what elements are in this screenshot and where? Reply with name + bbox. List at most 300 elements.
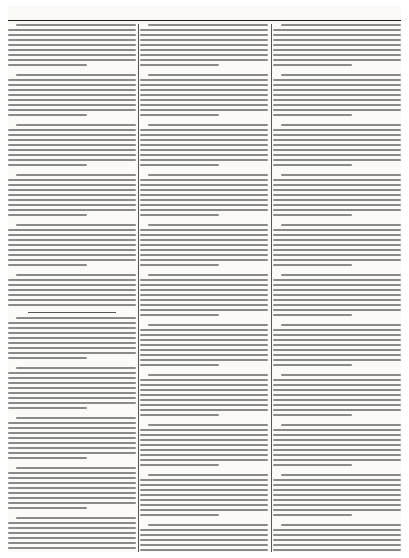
text-line: [140, 354, 268, 356]
text-line: [8, 184, 136, 186]
text-line: [273, 409, 401, 411]
text-line: [140, 184, 268, 186]
text-line: [273, 39, 401, 41]
text-line: [8, 452, 136, 454]
text-line: [148, 424, 268, 426]
text-line: [8, 264, 87, 266]
text-line: [140, 304, 268, 306]
text-line: [140, 279, 268, 281]
text-line: [16, 224, 136, 226]
text-line: [140, 489, 268, 491]
text-line: [8, 134, 136, 136]
text-line: [140, 549, 268, 551]
text-line: [140, 264, 219, 266]
text-line: [8, 472, 136, 474]
text-line: [140, 144, 268, 146]
text-line: [273, 259, 401, 261]
text-line: [281, 524, 401, 526]
text-line: [273, 549, 401, 551]
text-line: [8, 194, 136, 196]
text-line: [140, 214, 219, 216]
text-line: [140, 239, 268, 241]
text-line: [16, 317, 136, 319]
text-line: [273, 199, 401, 201]
text-line: [140, 539, 268, 541]
text-line: [273, 439, 401, 441]
text-line: [8, 482, 136, 484]
text-line: [8, 229, 136, 231]
text-line: [140, 79, 268, 81]
text-line: [8, 149, 136, 151]
text-line: [140, 314, 219, 316]
text-line: [273, 384, 401, 386]
text-line: [8, 289, 136, 291]
text-line: [8, 29, 136, 31]
text-line: [140, 484, 268, 486]
text-line: [140, 89, 268, 91]
text-line: [8, 502, 136, 504]
text-line: [8, 492, 136, 494]
text-line: [8, 199, 136, 201]
text-line: [8, 209, 136, 211]
text-line: [8, 422, 136, 424]
text-line: [148, 24, 268, 26]
text-line: [140, 59, 268, 61]
text-line: [140, 49, 268, 51]
text-line: [140, 244, 268, 246]
text-line: [273, 244, 401, 246]
text-line: [8, 437, 136, 439]
text-line: [273, 389, 401, 391]
text-line: [16, 417, 136, 419]
text-line: [273, 434, 401, 436]
text-line: [273, 184, 401, 186]
text-line: [8, 372, 136, 374]
text-line: [8, 407, 87, 409]
column-middle: [140, 24, 268, 552]
text-line: [140, 154, 268, 156]
text-line: [140, 499, 268, 501]
text-line: [8, 392, 136, 394]
text-line: [140, 444, 268, 446]
text-line: [8, 432, 136, 434]
text-line: [140, 334, 268, 336]
text-line: [273, 164, 352, 166]
text-line: [16, 24, 136, 26]
text-line: [8, 244, 136, 246]
text-line: [8, 294, 136, 296]
text-line: [16, 124, 136, 126]
text-line: [140, 364, 219, 366]
text-line: [8, 59, 136, 61]
text-line: [273, 79, 401, 81]
text-line: [8, 382, 136, 384]
text-line: [140, 299, 268, 301]
text-line: [273, 314, 352, 316]
body-text-right: [273, 24, 401, 552]
text-line: [281, 74, 401, 76]
text-line: [273, 129, 401, 131]
text-line: [140, 134, 268, 136]
text-line: [8, 337, 136, 339]
column-right: [273, 24, 401, 552]
text-line: [8, 94, 136, 96]
text-line: [140, 289, 268, 291]
text-line: [273, 44, 401, 46]
text-line: [8, 64, 87, 66]
text-line: [273, 179, 401, 181]
text-line: [140, 99, 268, 101]
text-line: [273, 414, 352, 416]
text-line: [140, 309, 268, 311]
text-line: [8, 457, 87, 459]
text-line: [281, 124, 401, 126]
text-line: [16, 74, 136, 76]
text-line: [8, 129, 136, 131]
text-line: [8, 99, 136, 101]
text-line: [140, 449, 268, 451]
text-line: [8, 327, 136, 329]
headline-separator: [28, 312, 116, 313]
text-line: [8, 204, 136, 206]
text-line: [273, 34, 401, 36]
text-line: [140, 284, 268, 286]
text-line: [8, 159, 136, 161]
text-line: [273, 49, 401, 51]
text-line: [273, 289, 401, 291]
text-line: [140, 344, 268, 346]
text-line: [8, 377, 136, 379]
text-line: [16, 467, 136, 469]
text-line: [273, 459, 401, 461]
text-line: [8, 352, 136, 354]
text-line: [140, 429, 268, 431]
text-line: [273, 189, 401, 191]
text-line: [16, 174, 136, 176]
text-line: [8, 89, 136, 91]
text-line: [281, 374, 401, 376]
text-line: [8, 54, 136, 56]
text-line: [140, 379, 268, 381]
text-line: [148, 374, 268, 376]
text-line: [273, 539, 401, 541]
text-line: [8, 79, 136, 81]
text-line: [8, 487, 136, 489]
column-left: [8, 24, 136, 552]
text-line: [273, 504, 401, 506]
text-line: [140, 34, 268, 36]
text-line: [140, 404, 268, 406]
text-line: [140, 129, 268, 131]
text-line: [273, 364, 352, 366]
text-line: [8, 507, 87, 509]
text-line: [273, 494, 401, 496]
text-line: [8, 179, 136, 181]
text-line: [273, 449, 401, 451]
text-line: [273, 304, 401, 306]
text-line: [140, 464, 219, 466]
text-line: [140, 454, 268, 456]
text-line: [140, 359, 268, 361]
text-line: [8, 497, 136, 499]
text-line: [273, 264, 352, 266]
text-line: [273, 114, 352, 116]
text-line: [273, 64, 352, 66]
text-line: [140, 384, 268, 386]
text-line: [273, 134, 401, 136]
text-line: [273, 89, 401, 91]
text-line: [8, 239, 136, 241]
text-line: [8, 279, 136, 281]
text-line: [273, 99, 401, 101]
page-header: [8, 6, 401, 21]
text-line: [273, 29, 401, 31]
text-line: [273, 239, 401, 241]
text-line: [273, 84, 401, 86]
text-line: [16, 274, 136, 276]
text-line: [140, 349, 268, 351]
text-line: [140, 329, 268, 331]
text-line: [273, 354, 401, 356]
text-line: [8, 214, 87, 216]
text-line: [140, 544, 268, 546]
text-line: [140, 389, 268, 391]
column-rule: [138, 24, 139, 552]
text-line: [140, 179, 268, 181]
text-line: [140, 399, 268, 401]
text-line: [273, 379, 401, 381]
text-line: [140, 149, 268, 151]
text-line: [273, 144, 401, 146]
text-line: [140, 414, 219, 416]
text-line: [273, 534, 401, 536]
text-line: [148, 224, 268, 226]
text-line: [140, 249, 268, 251]
text-line: [140, 479, 268, 481]
text-line: [273, 529, 401, 531]
text-line: [273, 299, 401, 301]
text-line: [140, 209, 268, 211]
text-line: [140, 164, 219, 166]
text-line: [8, 139, 136, 141]
text-line: [140, 94, 268, 96]
text-line: [140, 339, 268, 341]
text-line: [8, 234, 136, 236]
text-line: [140, 54, 268, 56]
text-line: [8, 542, 136, 544]
text-line: [140, 459, 268, 461]
text-line: [140, 199, 268, 201]
text-line: [281, 424, 401, 426]
text-line: [140, 409, 268, 411]
text-line: [8, 44, 136, 46]
text-line: [8, 387, 136, 389]
text-line: [8, 397, 136, 399]
text-line: [281, 24, 401, 26]
text-line: [8, 154, 136, 156]
text-line: [140, 259, 268, 261]
text-line: [140, 84, 268, 86]
text-line: [273, 339, 401, 341]
text-line: [8, 532, 136, 534]
text-line: [140, 534, 268, 536]
text-line: [140, 254, 268, 256]
text-line: [273, 234, 401, 236]
text-line: [8, 284, 136, 286]
text-line: [273, 404, 401, 406]
text-line: [8, 322, 136, 324]
text-line: [281, 224, 401, 226]
text-line: [273, 54, 401, 56]
text-line: [8, 189, 136, 191]
text-line: [281, 474, 401, 476]
text-line: [273, 109, 401, 111]
text-line: [140, 529, 268, 531]
text-line: [273, 484, 401, 486]
text-line: [8, 39, 136, 41]
text-line: [140, 394, 268, 396]
text-line: [273, 349, 401, 351]
text-line: [273, 204, 401, 206]
text-line: [273, 139, 401, 141]
text-line: [273, 94, 401, 96]
text-line: [273, 294, 401, 296]
text-line: [140, 114, 219, 116]
text-line: [273, 149, 401, 151]
text-line: [140, 194, 268, 196]
text-line: [8, 402, 136, 404]
text-line: [8, 477, 136, 479]
text-line: [273, 104, 401, 106]
text-line: [140, 44, 268, 46]
text-line: [140, 159, 268, 161]
text-line: [140, 204, 268, 206]
text-line: [8, 84, 136, 86]
text-line: [140, 294, 268, 296]
text-line: [140, 29, 268, 31]
text-line: [140, 494, 268, 496]
text-line: [140, 64, 219, 66]
text-line: [8, 144, 136, 146]
text-line: [273, 394, 401, 396]
text-line: [273, 329, 401, 331]
text-line: [8, 299, 136, 301]
text-line: [148, 274, 268, 276]
text-line: [273, 284, 401, 286]
body-text-middle: [140, 24, 268, 552]
text-line: [273, 344, 401, 346]
text-line: [273, 214, 352, 216]
text-line: [148, 324, 268, 326]
text-line: [273, 254, 401, 256]
text-line: [8, 114, 87, 116]
text-line: [140, 229, 268, 231]
text-line: [8, 49, 136, 51]
text-line: [273, 159, 401, 161]
text-line: [273, 399, 401, 401]
text-line: [8, 332, 136, 334]
text-line: [281, 324, 401, 326]
text-line: [140, 109, 268, 111]
text-line: [273, 279, 401, 281]
text-line: [273, 454, 401, 456]
text-line: [140, 439, 268, 441]
text-line: [8, 164, 87, 166]
text-line: [8, 34, 136, 36]
text-line: [140, 234, 268, 236]
text-line: [8, 347, 136, 349]
text-line: [8, 427, 136, 429]
text-line: [8, 249, 136, 251]
text-line: [140, 434, 268, 436]
newspaper-page: [8, 6, 401, 552]
text-line: [148, 174, 268, 176]
text-line: [140, 514, 219, 516]
text-line: [8, 442, 136, 444]
text-line: [273, 479, 401, 481]
text-line: [273, 444, 401, 446]
text-line: [273, 489, 401, 491]
text-line: [273, 249, 401, 251]
text-line: [281, 174, 401, 176]
text-line: [273, 464, 352, 466]
text-line: [148, 74, 268, 76]
text-line: [140, 39, 268, 41]
text-line: [273, 544, 401, 546]
text-line: [273, 209, 401, 211]
text-line: [281, 274, 401, 276]
text-line: [273, 499, 401, 501]
text-line: [8, 527, 136, 529]
text-line: [8, 304, 136, 306]
text-line: [273, 194, 401, 196]
column-rule: [271, 24, 272, 552]
text-line: [273, 359, 401, 361]
body-text-bottom-left: [8, 317, 136, 552]
text-line: [148, 474, 268, 476]
text-line: [8, 447, 136, 449]
text-line: [148, 524, 268, 526]
text-line: [140, 104, 268, 106]
body-text-top-left: [8, 24, 136, 306]
text-line: [140, 509, 268, 511]
text-line: [273, 429, 401, 431]
text-line: [16, 517, 136, 519]
text-line: [140, 139, 268, 141]
text-line: [8, 357, 87, 359]
text-line: [8, 104, 136, 106]
text-line: [8, 522, 136, 524]
text-line: [8, 259, 136, 261]
article-columns: [8, 24, 401, 552]
text-line: [8, 547, 136, 549]
text-line: [8, 254, 136, 256]
text-line: [273, 334, 401, 336]
text-line: [8, 537, 136, 539]
text-line: [273, 229, 401, 231]
text-line: [16, 367, 136, 369]
text-line: [273, 509, 401, 511]
text-line: [273, 154, 401, 156]
text-line: [148, 124, 268, 126]
text-line: [140, 504, 268, 506]
text-line: [273, 59, 401, 61]
text-line: [8, 342, 136, 344]
text-line: [273, 514, 352, 516]
text-line: [8, 109, 136, 111]
text-line: [140, 189, 268, 191]
text-line: [273, 309, 401, 311]
